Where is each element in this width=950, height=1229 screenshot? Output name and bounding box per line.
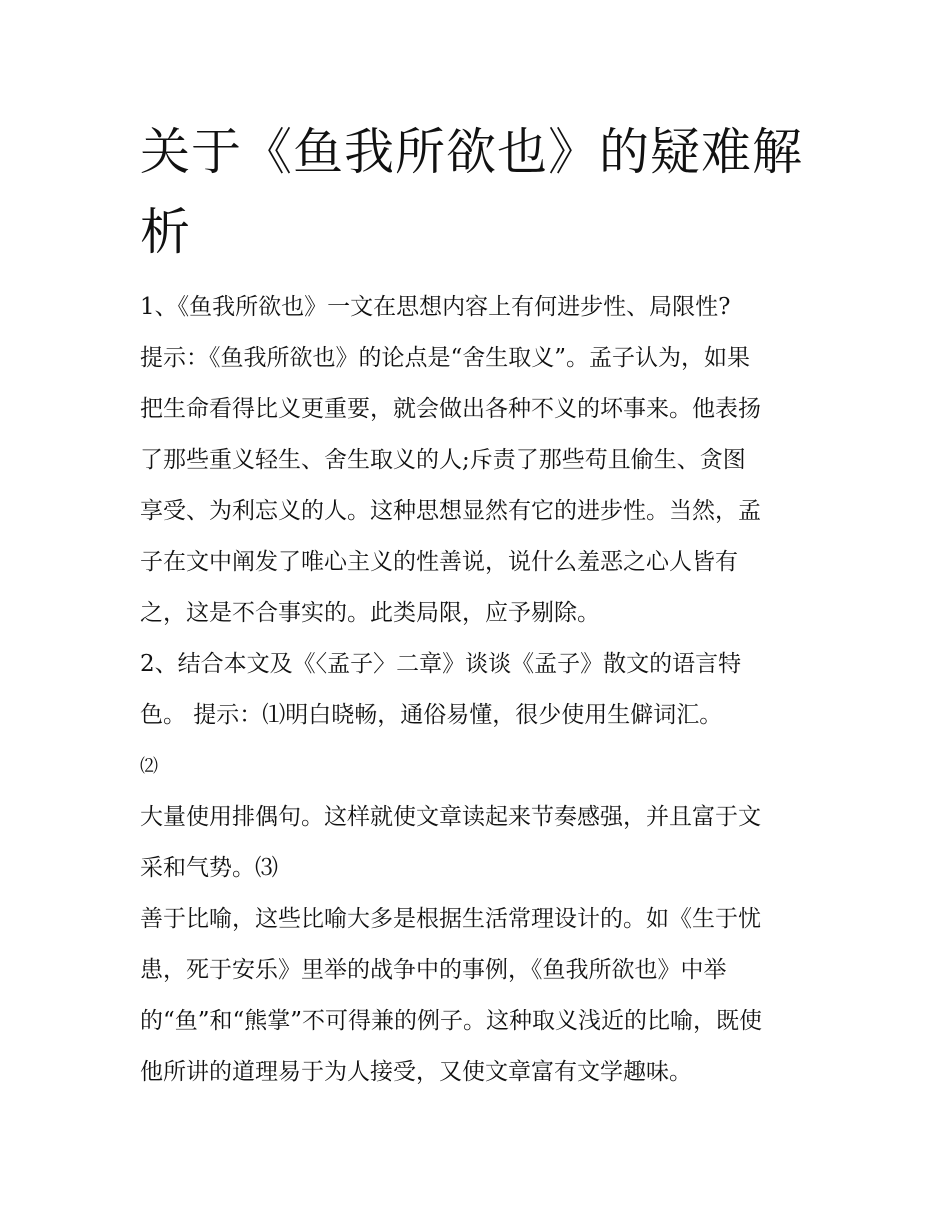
body-line: 色。 提示：⑴明白晓畅，通俗易懂，很少使用生僻词汇。 xyxy=(140,702,723,728)
body-line: 他所讲的道理易于为人接受，又使文章富有文学趣味。 xyxy=(140,1059,692,1085)
body-line: 大量使用排偶句。这样就使文章读起来节奏感强，并且富于文 xyxy=(140,804,761,830)
title-line: 关于《鱼我所欲也》的疑难解 xyxy=(140,123,803,181)
body-line: 善于比喻，这些比喻大多是根据生活常理设计的。如《生于忧 xyxy=(140,906,761,932)
body-line: 提示：《鱼我所欲也》的论点是“舍生取义”。孟子认为，如果 xyxy=(140,345,751,371)
body-line: 把生命看得比义更重要，就会做出各种不义的坏事来。他表扬 xyxy=(140,396,761,422)
body-line: 享受、为利忘义的人。这种思想显然有它的进步性。当然，孟 xyxy=(140,498,761,524)
body-line: 的“鱼”和“熊掌”不可得兼的例子。这种取义浅近的比喻，既使 xyxy=(140,1008,763,1034)
body-line: 2、结合本文及《〈孟子〉二章》谈谈《孟子》散文的语言特 xyxy=(140,651,742,677)
body-line: 之，这是不合事实的。此类局限，应予剔除。 xyxy=(140,600,600,626)
body-line: 患，死于安乐》里举的战争中的事例，《鱼我所欲也》中举 xyxy=(140,957,727,983)
document-title xyxy=(140,112,820,272)
body-line: 1、《鱼我所欲也》一文在思想内容上有何进步性、局限性? xyxy=(140,294,731,320)
body-line: ⑵ xyxy=(140,756,158,777)
document-page xyxy=(140,112,820,1098)
title-line: 析 xyxy=(140,203,191,261)
body-line: 了那些重义轻生、舍生取义的人;斥责了那些苟且偷生、贪图 xyxy=(140,447,746,473)
document-body xyxy=(140,282,820,1098)
body-line: 采和气势。⑶ xyxy=(140,855,278,881)
body-line: 子在文中阐发了唯心主义的性善说，说什么羞恶之心人皆有 xyxy=(140,549,738,575)
